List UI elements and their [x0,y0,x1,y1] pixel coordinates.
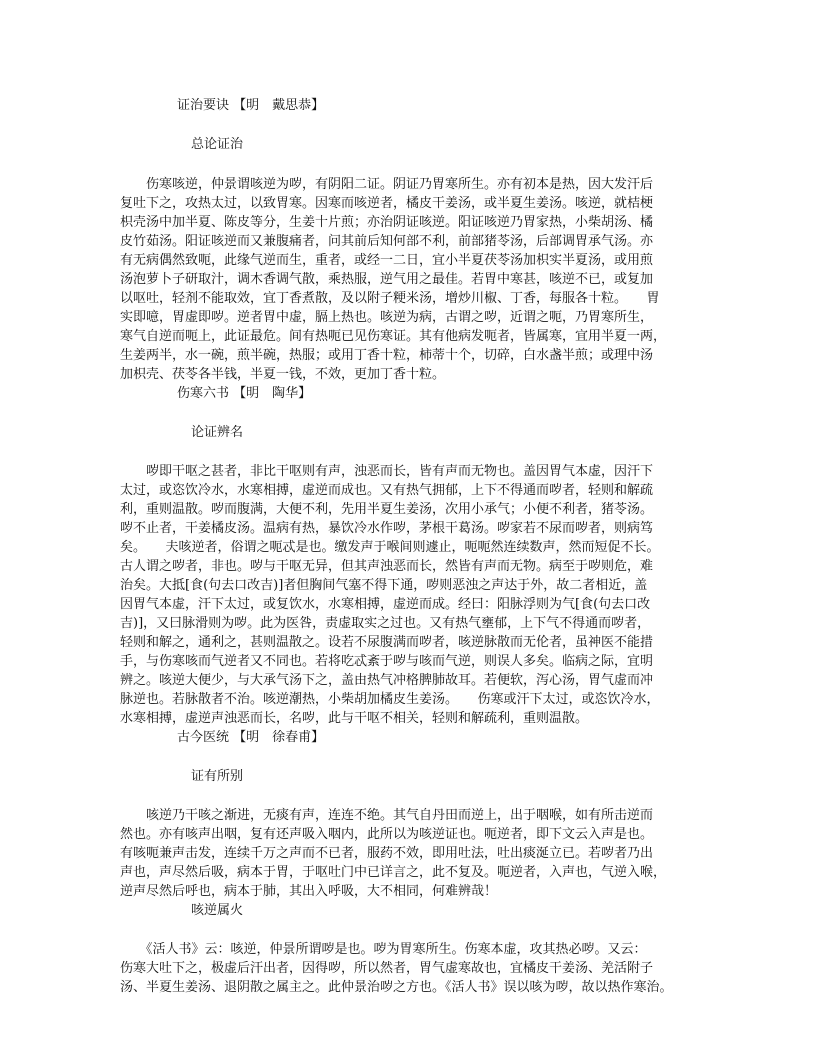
source-heading: 古今医统 【明 徐春甫】 [177,730,325,745]
source-heading: 伤寒六书 【明 陶华】 [177,386,312,401]
paragraph-line: 伤寒大吐下之，极虚后汗出者，因得哕，所以然者，胃气虚寒故也，宜橘皮干姜汤、羌活附子 [120,961,654,976]
paragraph-line: 太过，或恣饮冷水，水寒相搏，虚逆而成也。又有热气拥郁，上下不得通而哕者，轻则和解疏 [120,483,654,498]
paragraph-line: 利，重则温散。哕而腹满，大便不利，先用半夏生姜汤，次用小承气；小便不利者，猪苓汤。 [120,502,654,517]
paragraph-line: 生姜两半，水一碗，煎半碗，热服；或用丁香十粒，柿蒂十个，切碎，白水盏半煎；或理中汤 [120,348,654,363]
paragraph-line: 吉)]，又曰脉滑则为哕。此为医咎，责虚取实之过也。又有热气壅郁，上下气不得通而哕者， [120,616,651,631]
paragraph-line: 手，与伤寒咳而气逆者又不同也。若将吃忒紊于哕与咳而气逆，则误人多矣。临病之际，宜明 [120,654,654,669]
section-heading: 咳逆属火 [191,903,244,918]
paragraph-line: 咳逆乃干咳之渐进，无痰有声，连连不绝。其气自丹田而逆上，出于咽喉，如有所击逆而 [120,808,654,823]
subheading: 总论证治 [191,137,244,152]
subheading: 论证辨名 [191,425,244,440]
paragraph-line: 加枳壳、茯苓各半钱，半夏一钱，不效，更加丁香十粒。 [120,367,446,382]
paragraph-line: 实即噫，胃虚即哕。逆者胃中虚，膈上热也。咳逆为病，古谓之哕，近谓之呃，乃胃寒所生， [120,310,654,325]
paragraph-line: 古人谓之哕者，非也。哕与干呕无异，但其声浊恶而长，然皆有声而无物。病至于哕则危，难 [120,559,654,574]
paragraph-line: 矣。 夫咳逆者，俗谓之呃忒是也。缴发声于喉间则遽止，呃呃然连续数声，然而短促不长。 [120,540,660,555]
paragraph-line: 汤、半夏生姜汤、退阴散之属主之。此仲景治哕之方也。《活人书》误以咳为哕，故以热作寒治。 [120,980,673,995]
paragraph-line: 复吐下之，攻热太过，以致胃寒。因寒而咳逆者，橘皮干姜汤，或半夏生姜汤。咳逆，就桔梗 [120,196,654,211]
paragraph-line: 伤寒咳逆，仲景谓咳逆为哕，有阴阳二证。阴证乃胃寒所生。亦有初本是热，因大发汗后 [120,177,654,192]
paragraph-line: 辨之。咳逆大便少，与大承气汤下之，盖由热气冲格脾肺故耳。若便软，泻心汤，胃气虚而冲 [120,673,654,688]
paragraph-line: 枳壳汤中加半夏、陈皮等分，生姜十片煎；亦治阴证咳逆。阳证咳逆乃胃家热，小柴胡汤、橘 [120,215,654,230]
paragraph-line: 有无病偶然致呃，此缘气逆而生，重者，或经一二日，宜小半夏茯苓汤加枳实半夏汤，或用煎 [120,253,654,268]
paragraph-line: 轻则和解之，通利之，甚则温散之。设若不尿腹满而哕者，咳逆脉散而无伦者，虽神医不能措 [120,635,654,650]
paragraph-line: 寒气自逆而呃上，此证最危。间有热呃已见伤寒证。其有他病发呃者，皆属寒，宜用半夏一两， [120,329,667,344]
paragraph-line: 逆声尽然后呼也，病本于肺，其出入呼吸，大不相同，何难辨哉！ [120,884,498,899]
paragraph-line: 因胃气本虚，汗下太过，或复饮水，水寒相搏，虚逆而成。经曰：阳脉浮则为气[食(句去口改 [120,597,651,612]
paragraph-line: 水寒相搏，虚逆声浊恶而长，名哕，此与干呕不相关，轻则和解疏利，重则温散。 [120,711,589,726]
paragraph-line: 《活人书》云：咳逆，仲景所谓哕是也。哕为胃寒所生。伤寒本虚，攻其热必哕。又云： [120,942,647,957]
paragraph-line: 汤泡萝卜子研取汁，调木香调气散，乘热服，逆气用之最佳。若胃中寒甚，咳逆不已，或复加 [120,272,654,287]
paragraph-line: 哕不止者，干姜橘皮汤。温病有热，暴饮冷水作哕，茅根干葛汤。哕家若不尿而哕者，则病笃 [120,521,654,536]
paragraph-line: 哕即干呕之甚者，非比干呕则有声，浊恶而长，皆有声而无物也。盖因胃气本虚，因汗下 [120,464,654,479]
paragraph-line: 皮竹茹汤。阳证咳逆而又兼腹痛者，问其前后知何部不利，前部猪苓汤，后部调胃承气汤。亦 [120,234,654,249]
subheading: 证有所别 [191,769,244,784]
paragraph-line: 脉逆也。若脉散者不治。咳逆潮热，小柴胡加橘皮生姜汤。 伤寒或汗下太过，或恣饮冷水， [120,692,660,707]
paragraph-line: 有咳呃兼声击发，连续千万之声而不已者，服药不效，即用吐法，吐出痰涎立已。若哕者乃出 [120,846,654,861]
paragraph-line: 然也。亦有咳声出咽，复有还声吸入咽内，此所以为咳逆证也。呃逆者，即下文云入声是也。 [120,827,654,842]
source-heading: 证治要诀 【明 戴思恭】 [177,98,325,113]
paragraph-line: 声也，声尽然后吸，病本于胃，于呕吐门中已详言之，此不复及。呃逆者，入声也，气逆入喉， [120,865,667,880]
paragraph-line: 治矣。大抵[食(句去口改吉)]者但胸间气塞不得下通，哕则恶浊之声达于外，故二者相近，盖 [120,578,648,593]
paragraph-line: 以呕吐，轻剂不能取效，宜丁香煮散，及以附子粳米汤，增炒川椒、丁香，每服各十粒。 胃 [120,291,660,306]
